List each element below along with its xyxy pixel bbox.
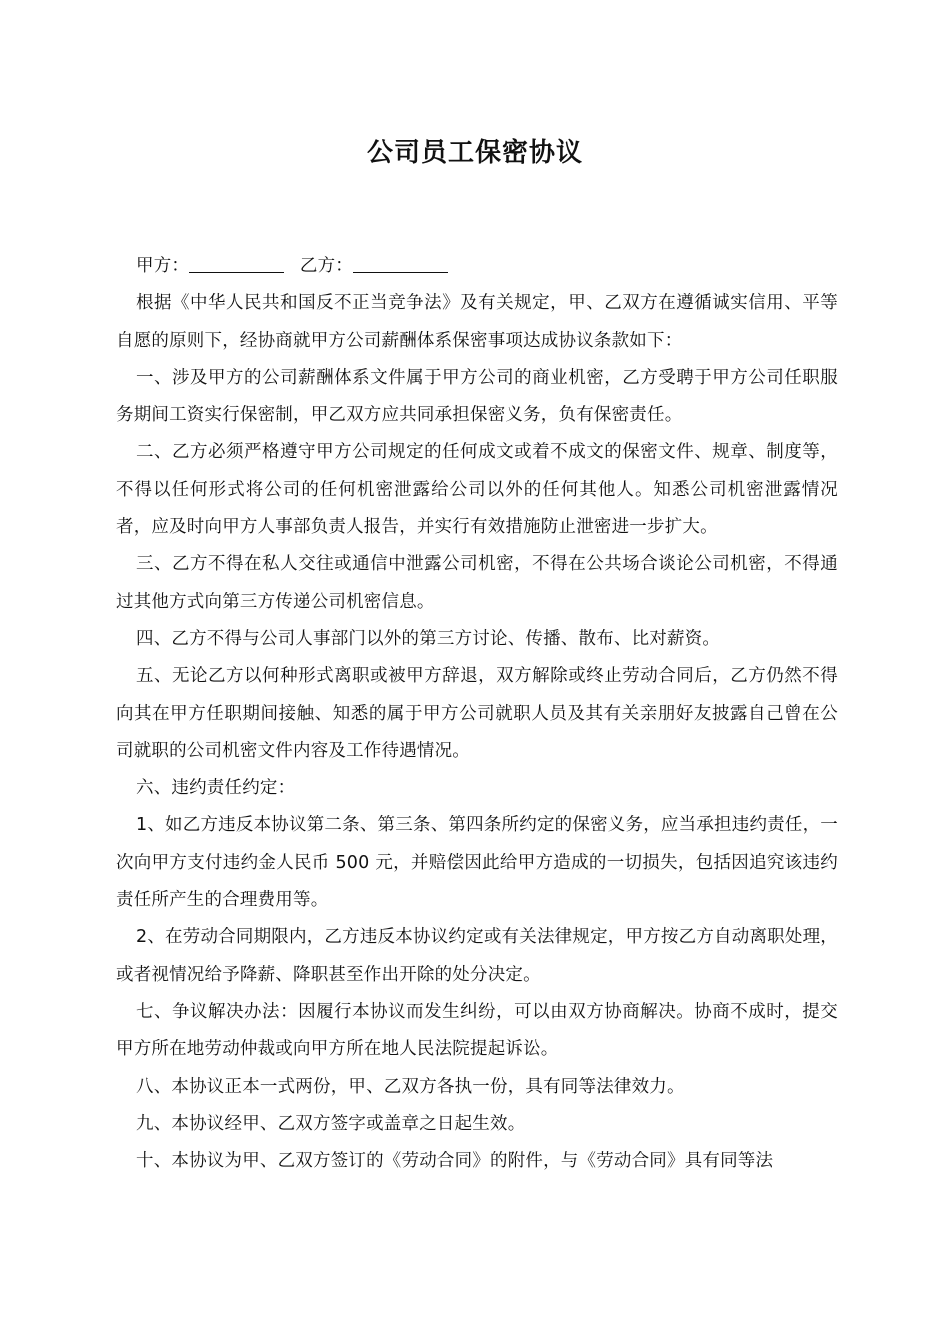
party-b-label: 乙方： [299,256,353,276]
paragraph-clause-3: 三、乙方不得在私人交往或通信中泄露公司机密，不得在公共场合谈论公司机密，不得通过其他方式向第三方传递公司机密信息。 [116,554,838,612]
parties-line [116,248,838,285]
party-a-blank [189,252,284,273]
paragraph-clause-10: 十、本协议为甲、乙双方签订的《劳动合同》的附件，与《劳动合同》具有同等法 [136,1151,774,1172]
paragraph-clause-6-2: 2、在劳动合同期限内，乙方违反本协议约定或有关法律规定，甲方按乙方自动离职处理，或者视情况给予降薪、降职甚至作出开除的处分决定。 [116,927,838,985]
paragraph-clause-8: 八、本协议正本一式两份，甲、乙双方各执一份，具有同等法律效力。 [136,1076,685,1097]
paragraph-clause-6: 六、违约责任约定： [136,778,296,799]
document-body [116,248,838,1180]
paragraph-clause-7: 七、争议解决办法：因履行本协议而发生纠纷，可以由双方协商解决。协商不成时，提交甲方所在地劳动仲裁或向甲方所在地人民法院提起诉讼。 [116,1001,838,1060]
paragraph-clause-5: 五、无论乙方以何种形式离职或被甲方辞退，双方解除或终止劳动合同后，乙方仍然不得向其在甲方任职期间接触、知悉的属于甲方公司就职人员及其有关亲朋好友披露自己曾在公司就职的公司机密文件内容及工作待遇情况。 [116,666,838,761]
paragraph-clause-6-1: 1、如乙方违反本协议第二条、第三条、第四条所约定的保密义务，应当承担违约责任，一次向甲方支付违约金人民币 500 元，并赔偿因此给甲方造成的一切损失，包括因追究该违约责任所产生的合理费用等。 [116,815,838,911]
document-title: 公司员工保密协议 [366,138,583,168]
paragraph-clause-2: 二、乙方必须严格遵守甲方公司规定的任何成文或着不成文的保密文件、规章、制度等，不得以任何形式将公司的任何机密泄露给公司以外的任何其他人。知悉公司机密泄露情况者，应及时向甲方人事部负责人报告，并实行有效措施防止泄密进一步扩大。 [116,442,838,538]
paragraph-clause-9: 九、本协议经甲、乙双方签字或盖章之日起生效。 [136,1113,526,1134]
party-a-label: 甲方： [136,256,190,276]
paragraph-clause-4: 四、乙方不得与公司人事部门以外的第三方讨论、传播、散布、比对薪资。 [136,628,721,649]
paragraph-clause-1: 一、涉及甲方的公司薪酬体系文件属于甲方公司的商业机密，乙方受聘于甲方公司任职服务期间工资实行保密制，甲乙双方应共同承担保密义务，负有保密责任。 [116,367,838,426]
paragraph-preamble: 根据《中华人民共和国反不正当竞争法》及有关规定，甲、乙双方在遵循诚实信用、平等自愿的原则下，经协商就甲方公司薪酬体系保密事项达成协议条款如下： [116,293,838,351]
party-b-blank [353,252,448,273]
